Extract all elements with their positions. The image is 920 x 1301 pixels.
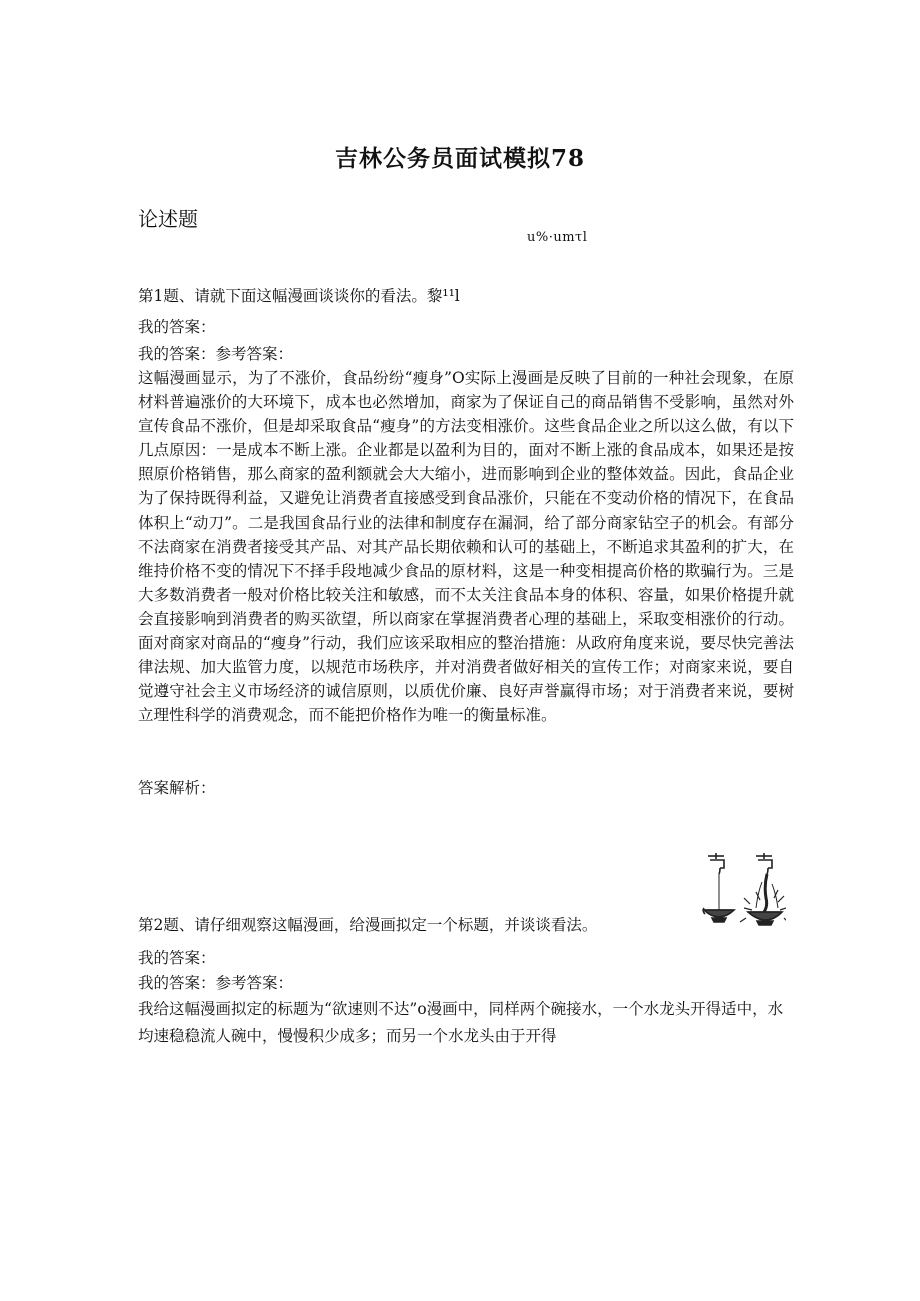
my-answer-label-1: 我的答案： <box>138 318 216 336</box>
question-1: 第1题、请就下面这幅漫画谈谈你的看法。黎¹¹l <box>138 287 460 305</box>
page-title: 吉林公务员面试模拟78 <box>334 145 585 172</box>
my-answer-label-2: 我的答案： <box>138 949 216 967</box>
garbled-mark: u%·umτl <box>527 230 588 245</box>
reference-answer-label-2: 我的答案：参考答案： <box>138 974 294 992</box>
answer-text-2: 我给这幅漫画拟定的标题为“欲速则不达”o漫画中，同样两个碗接水，一个水龙头开得适中，水均速稳稳流人碗中，慢慢积少成多；而另一个水龙头由于开得 <box>138 1000 784 1045</box>
section-heading: 论述题 <box>138 207 198 231</box>
answer-analysis-label: 答案解析： <box>138 779 216 797</box>
faucet-bowls-cartoon <box>700 852 786 936</box>
question-2: 第2题、请仔细观察这幅漫画，给漫画拟定一个标题，并谈谈看法。 <box>138 916 598 934</box>
answer-text-1: 这幅漫画显示，为了不涨价，食品纷纷“瘦身”O实际上漫画是反映了目前的一种社会现象，在原材料普遍涨价的大环境下，成本也必然增加，商家为了保证自己的商品销售不受影响，虽然对外宣传食品不涨价，但是却采取食品“瘦身”的方法变相涨价。这些食品企业之所以这么做，有以下几点原因：一是成本不断上涨。企业都是以盈利为目的，面对不断上涨的食品成本，如果还是按照原价格销售，那么商家的盈利额就会大大缩小，进而影响到企业的整体效益。因此，食品企业为了保持既得利益，又避免让消费者直接感受到食品涨价，只能在不变动价格的情况下，在食品体积上“动刀”。二是我国食品行业的法律和制度存在漏洞，给了部分商家钻空子的机会。有部分不法商家在消费者接受其产品、对其产品长期依赖和认可的基础上，不断追求其盈利的扩大，在维持价格不变的情况下不择手段地减少食品的原材料，这是一种变相提高价格的欺骗行为。三是大多数消费者一般对价格比较关注和敏感，而不太关注食品本身的体积、容量，如果价格提升就会直接影响到消费者的购买欲望，所以商家在掌握消费者心理的基础上，采取变相涨价的行动。面对商家对商品的“瘦身”行动，我们应该采取相应的整治措施：从政府角度来说，要尽快完善法律法规、加大监管力度，以规范市场秩序，并对消费者做好相关的宣传工作；对商家来说，要自觉遵守社会主义市场经济的诚信原则，以质优价廉、良好声誉赢得市场；对于消费者来说，要树立理性科学的消费观念，而不能把价格作为唯一的衡量标准。 <box>138 369 794 725</box>
reference-answer-label-1: 我的答案：参考答案： <box>138 345 294 363</box>
